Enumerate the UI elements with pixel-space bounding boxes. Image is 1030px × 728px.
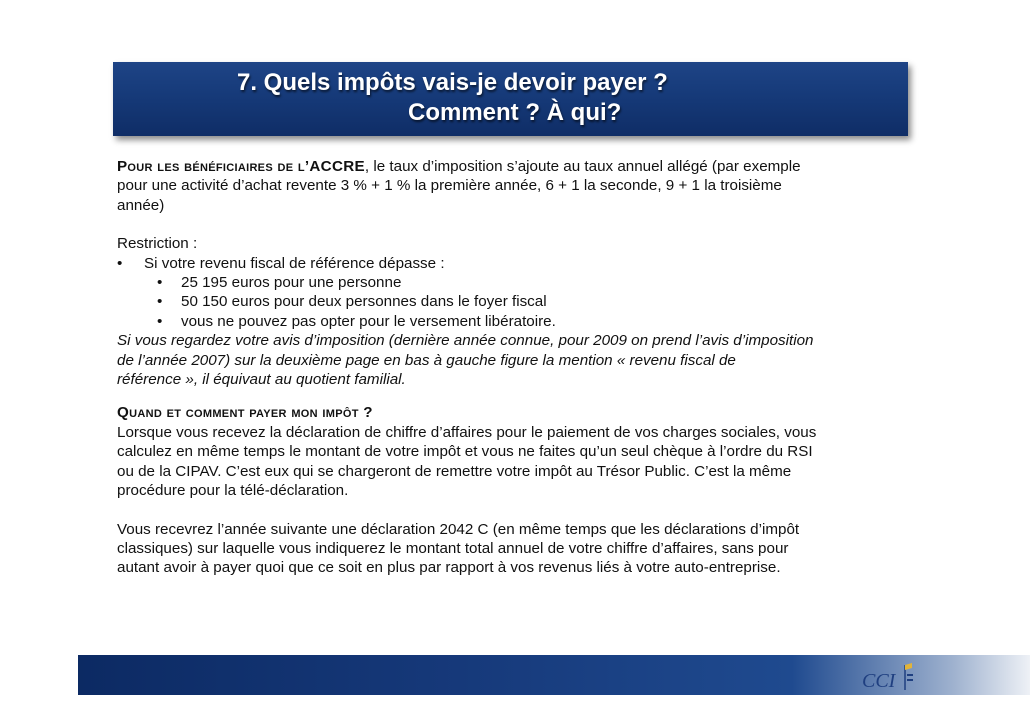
payment-heading: Quand et comment payer mon impôt ? xyxy=(117,404,373,422)
title-line-1: 7. Quels impôts vais-je devoir payer ? xyxy=(237,69,668,96)
restriction-label: Restriction : xyxy=(117,235,198,253)
slide-content xyxy=(117,157,917,578)
note-line-1: Si vous regardez votre avis d’imposition (dernière année connue, pour 2009 on prend l’avis d’imposition xyxy=(117,332,814,350)
payment-line-1: Lorsque vous recevez la déclaration de chiffre d’affaires pour le paiement de vos charges sociales, vous xyxy=(117,423,817,441)
accre-paragraph xyxy=(117,157,917,215)
note-line-2: de l’année 2007) sur la deuxième page en bas à gauche figure la mention « revenu fiscal de xyxy=(117,351,736,369)
accre-text-line-1: , le taux d’imposition s’ajoute au taux annuel allégé (par exemple xyxy=(364,158,801,175)
sub-bullet xyxy=(117,273,917,292)
sub-bullet xyxy=(117,312,917,331)
bullet-icon: • xyxy=(117,254,123,272)
payment-paragraph xyxy=(117,423,917,501)
title-banner xyxy=(113,62,908,136)
spacer xyxy=(117,215,917,234)
bullet-icon: • xyxy=(157,312,163,330)
declaration-line-3: autant avoir à payer quoi que ce soit en plus par rapport à vos revenus liés à votre auto-entreprise. xyxy=(117,559,781,577)
cci-logo-icon xyxy=(860,660,920,694)
declaration-line-2: classiques) sur laquelle vous indiquerez le montant total annuel de votre chiffre d’affaires, sans pour xyxy=(117,539,789,557)
restriction-note xyxy=(117,331,917,389)
sub-bullet-text: 50 150 euros pour deux personnes dans le foyer fiscal xyxy=(181,293,547,311)
accre-text-line-3: année) xyxy=(117,196,165,214)
declaration-line-1: Vous recevrez l’année suivante une déclaration 2042 C (en même temps que les déclarations d’impôt xyxy=(117,520,800,538)
payment-line-3: ou de la CIPAV. C’est eux qui se chargeront de remettre votre impôt au Trésor Public. C’est la même xyxy=(117,462,792,480)
payment-line-4: procédure pour la télé-déclaration. xyxy=(117,482,349,500)
accre-text-line-2: pour une activité d’achat revente 3 % + 1 % la première année, 6 + 1 la seconde, 9 + 1 la troisième xyxy=(117,177,782,195)
bullet-icon: • xyxy=(157,293,163,311)
bullet-main-text: Si votre revenu fiscal de référence dépasse : xyxy=(144,254,445,272)
note-line-3: référence », il équivaut au quotient familial. xyxy=(117,371,406,389)
bullet-main xyxy=(117,254,917,273)
spacer xyxy=(117,501,917,520)
sub-bullet-text: vous ne pouvez pas opter pour le versement libératoire. xyxy=(181,312,556,330)
bullet-icon: • xyxy=(157,274,163,292)
title-line-2: Comment ? À qui? xyxy=(408,99,622,126)
sub-bullet xyxy=(117,292,917,311)
logo-text: CCI xyxy=(862,670,896,692)
payment-line-2: calculez en même temps le montant de votre impôt et vous ne faites qu’un seul chèque à l’ordre du RSI xyxy=(117,443,813,461)
accre-lead: Pour les bénéficiaires de l’ACCRE xyxy=(117,158,365,175)
declaration-paragraph xyxy=(117,520,917,578)
sub-bullet-text: 25 195 euros pour une personne xyxy=(181,274,402,292)
